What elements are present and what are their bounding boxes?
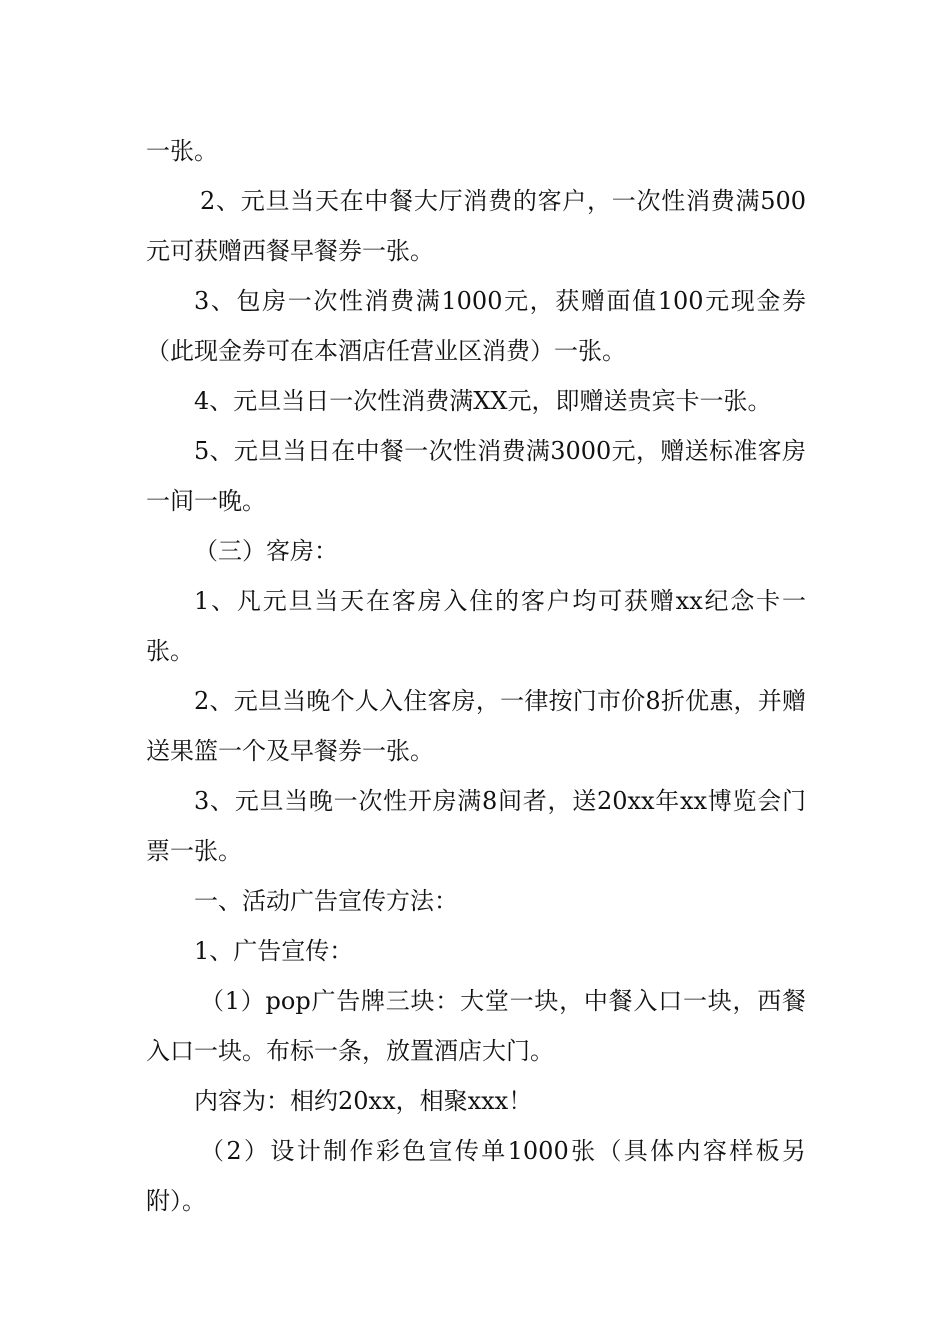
paragraph-room-item-2: 2、元旦当晚个人入住客房，一律按门市价8折优惠，并赠送果篮一个及早餐券一张。 (146, 687, 806, 765)
document-body (146, 126, 806, 1226)
paragraph-flyers: （2）设计制作彩色宣传单1000张（具体内容样板另附）。 (146, 1137, 806, 1215)
subheading-advertising: 1、广告宣传： (194, 937, 354, 965)
paragraph-item-3-private-room: 3、包房一次性消费满1000元，获赠面值100元现金券（此现金券可在本酒店任营业区消费）一张。 (146, 287, 806, 365)
paragraph-content-slogan: 内容为：相约20xx，相聚xxx！ (194, 1087, 533, 1115)
paragraph-item-5-standard-room: 5、元旦当日在中餐一次性消费满3000元，赠送标准客房一间一晚。 (146, 437, 806, 515)
paragraph-continuation: 一张。 (146, 137, 218, 165)
paragraph-pop-boards: （1）pop广告牌三块：大堂一块，中餐入口一块，西餐入口一块。布标一条，放置酒店大门。 (146, 987, 806, 1065)
paragraph-item-2-restaurant: 2、元旦当天在中餐大厅消费的客户，一次性消费满500元可获赠西餐早餐券一张。 (146, 187, 806, 265)
section-heading-advertising: 一、活动广告宣传方法： (194, 887, 458, 915)
paragraph-room-item-3: 3、元旦当晚一次性开房满8间者，送20xx年xx博览会门票一张。 (146, 787, 806, 865)
paragraph-room-item-1: 1、凡元旦当天在客房入住的客户均可获赠xx纪念卡一张。 (146, 587, 806, 665)
paragraph-item-4-vip-card: 4、元旦当日一次性消费满XX元，即赠送贵宾卡一张。 (194, 387, 772, 415)
section-heading-guest-rooms: （三）客房： (194, 537, 338, 565)
